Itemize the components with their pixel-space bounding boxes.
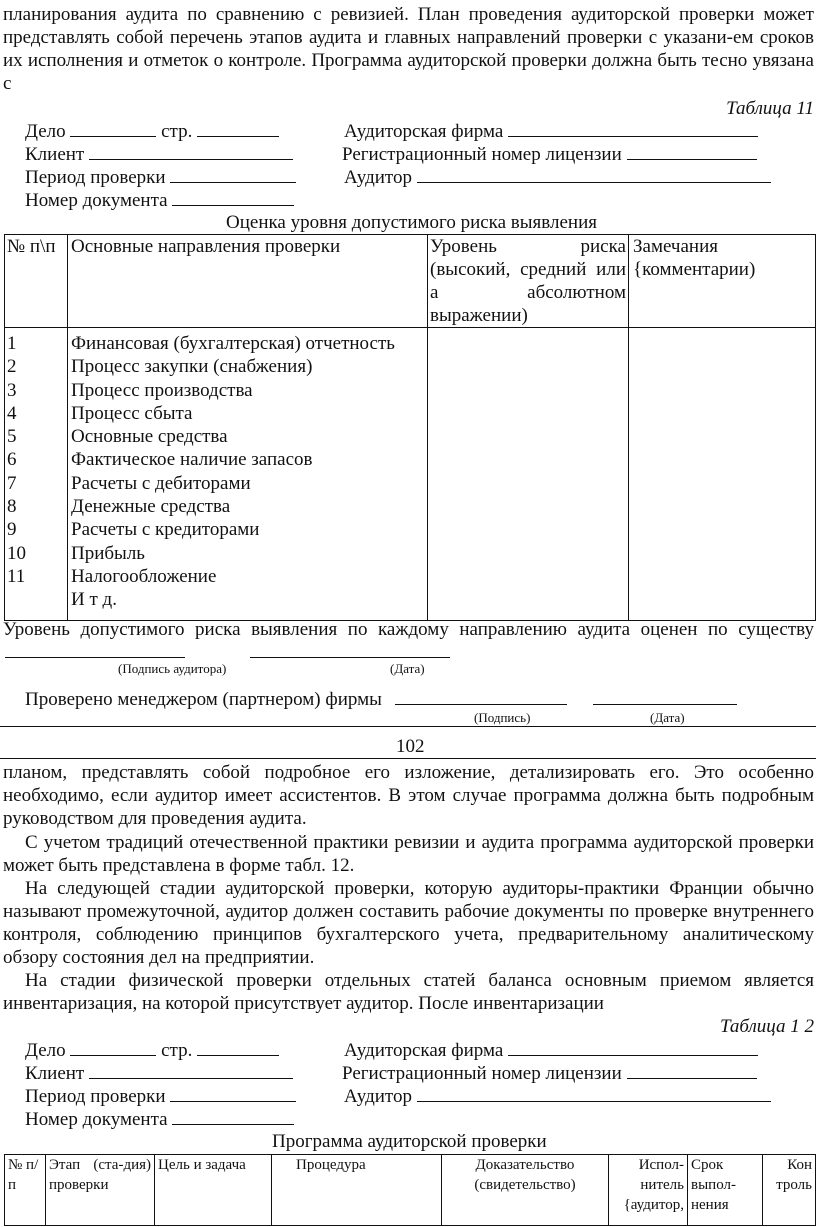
- checked-label: Проверено менеджером (партнером) фирмы: [25, 689, 382, 710]
- license-field[interactable]: [627, 143, 757, 160]
- page2-paragraph-2: С учетом традиций отечественной практики ревизии и аудита программа аудиторской проверки может быть представлена в форме табл. 12.: [3, 832, 814, 876]
- top-paragraph: планирования аудита по сравнению с ревизией. План проведения аудиторской проверки может представлять собой перечень этапов аудита и главных направлений проверки с указани-ем сроков их исполнения и отметок о контроле. Программа аудиторской проверки должна быть тесно увязана с: [3, 4, 814, 94]
- table-row-name: Процесс производства: [71, 379, 253, 401]
- t11-num-col: [5, 328, 68, 621]
- t11-header-notes: Замечания {комментарии): [629, 235, 816, 328]
- risk-line: Уровень допустимого риска выявления по каждому направлению аудита оценен по существу: [3, 618, 814, 664]
- checked-date-field[interactable]: [593, 688, 737, 705]
- table-row-num: 1: [7, 333, 17, 354]
- delo2-field[interactable]: [70, 1039, 156, 1056]
- client-field[interactable]: [89, 143, 293, 160]
- page2-paragraph-3: На следующей стадии аудиторской проверки, которую аудиторы-практики Франции обычно называют промежуточной, аудитор должен составить рабочие документы по проверке внутреннего контроля, соблюдению принципов бухгалтерского учета, предварительному аналитическому обзору состояния дел на предприятии.: [3, 878, 814, 968]
- docnum2-field[interactable]: [172, 1108, 294, 1125]
- t11-dir-col: [68, 328, 428, 621]
- sig2-caption: (Подпись): [474, 710, 531, 725]
- table-row-name: Расчеты с дебиторами: [71, 472, 251, 494]
- docnum-label: Номер документа: [25, 190, 168, 211]
- t12-header-exec: Испол-нитель {аудитор,: [609, 1155, 688, 1226]
- str2-field[interactable]: [197, 1039, 279, 1056]
- client2-field[interactable]: [89, 1062, 293, 1079]
- period-label: Период проверки: [25, 167, 166, 188]
- risk-signature-field[interactable]: [5, 641, 185, 658]
- period2-label: Период проверки: [25, 1086, 166, 1107]
- firm-label: Аудиторская фирма: [344, 121, 504, 142]
- t12-header-control: Кон троль: [763, 1155, 816, 1226]
- page-number: 102: [396, 736, 425, 757]
- t12-header-num: № п/п: [5, 1155, 46, 1226]
- table-row-num: 6: [7, 449, 17, 471]
- docnum-field[interactable]: [172, 189, 294, 206]
- table-row-name: Фактическое наличие запасов: [71, 449, 313, 471]
- date2-caption: (Дата): [650, 710, 685, 725]
- table-row-name: Прибыль: [71, 542, 145, 564]
- t12-header-term: Срок выпол-нения: [688, 1155, 763, 1226]
- table11: [4, 234, 816, 621]
- table-row-name: Процесс сбыта: [71, 402, 193, 424]
- table-row-num: 10: [7, 542, 26, 564]
- table-row-name: Налогообложение: [71, 565, 217, 587]
- delo-field[interactable]: [70, 120, 156, 137]
- period-field[interactable]: [170, 166, 296, 183]
- page-divider-bottom: [0, 758, 816, 759]
- license-label: Регистрационный номер лицензии: [342, 144, 622, 165]
- license2-field[interactable]: [627, 1062, 757, 1079]
- page-divider-top: [0, 726, 816, 727]
- table-row-name: Основные средства: [71, 426, 228, 448]
- table12: [4, 1154, 816, 1226]
- table12-title: Программа аудиторской проверки: [272, 1131, 547, 1152]
- table-row-num: 8: [7, 496, 17, 518]
- table-row-num: 4: [7, 402, 17, 424]
- table-row-num: 5: [7, 426, 17, 448]
- table11-caption: Таблица 11: [726, 98, 814, 119]
- date-caption: (Дата): [390, 661, 425, 676]
- t11-header-dir: Основные направления проверки: [68, 235, 428, 328]
- t11-header-risk: Уровень риска (высокий, средний или а абсолютном выражении): [428, 235, 629, 328]
- delo-label: Дело: [25, 121, 66, 142]
- t12-header-stage: Этап (ста-дия) проверки: [46, 1155, 155, 1226]
- table-row-name: Финансовая (бухгалтерская) отчетность: [71, 333, 395, 354]
- firm2-label: Аудиторская фирма: [344, 1040, 504, 1061]
- firm-field[interactable]: [508, 120, 758, 137]
- table-row-num: 3: [7, 379, 17, 401]
- firm2-field[interactable]: [508, 1039, 758, 1056]
- table-row-name: И т д.: [71, 589, 117, 611]
- period2-field[interactable]: [170, 1085, 296, 1102]
- auditor-field[interactable]: [417, 166, 771, 183]
- table11-title: Оценка уровня допустимого риска выявления: [226, 212, 597, 233]
- t11-notes-col: [629, 328, 816, 621]
- table-row-name: Денежные средства: [71, 496, 231, 518]
- t11-risk-col: [428, 328, 629, 621]
- risk-date-field[interactable]: [250, 641, 450, 658]
- table-row-name: Расчеты с кредиторами: [71, 519, 260, 541]
- auditor-label: Аудитор: [344, 167, 412, 188]
- page2-paragraph-4: На стадии физической проверки отдельных статей баланса основным приемом является инвентаризация, на которой присутствует аудитор. После инвентаризации: [3, 970, 814, 1014]
- license2-label: Регистрационный номер лицензии: [342, 1063, 622, 1084]
- table-row-num: [7, 588, 67, 611]
- str2-label: стр.: [161, 1040, 193, 1061]
- auditor2-field[interactable]: [417, 1085, 771, 1102]
- docnum2-label: Номер документа: [25, 1109, 168, 1130]
- t12-header-proc: Процедура: [272, 1155, 442, 1226]
- table-row-num: 9: [7, 519, 17, 541]
- auditor2-label: Аудитор: [344, 1086, 412, 1107]
- t12-header-goal: Цель и задача: [155, 1155, 272, 1226]
- client-label: Клиент: [25, 144, 85, 165]
- delo2-label: Дело: [25, 1040, 66, 1061]
- str-label: стр.: [161, 121, 193, 142]
- table12-caption: Таблица 1 2: [720, 1016, 814, 1037]
- client2-label: Клиент: [25, 1063, 85, 1084]
- table-row-num: 2: [7, 356, 17, 378]
- str-field[interactable]: [197, 120, 279, 137]
- t12-header-evidence: Доказательство (свидетельство): [442, 1155, 609, 1226]
- table-row-num: 7: [7, 472, 17, 494]
- table-row-num: 11: [7, 565, 26, 587]
- page2-paragraph-1: планом, представлять собой подробное его изложение, детализировать его. Это особенно необходимо, если аудитор имеет ассистентов. В этом случае программа должна быть подробным руководством для проведения аудита.: [3, 762, 814, 829]
- sig-caption: (Подпись аудитора): [118, 661, 227, 676]
- checked-signature-field[interactable]: [395, 688, 567, 705]
- t11-header-num: № п\п: [5, 235, 68, 328]
- table-row-name: Процесс закупки (снабжения): [71, 356, 313, 378]
